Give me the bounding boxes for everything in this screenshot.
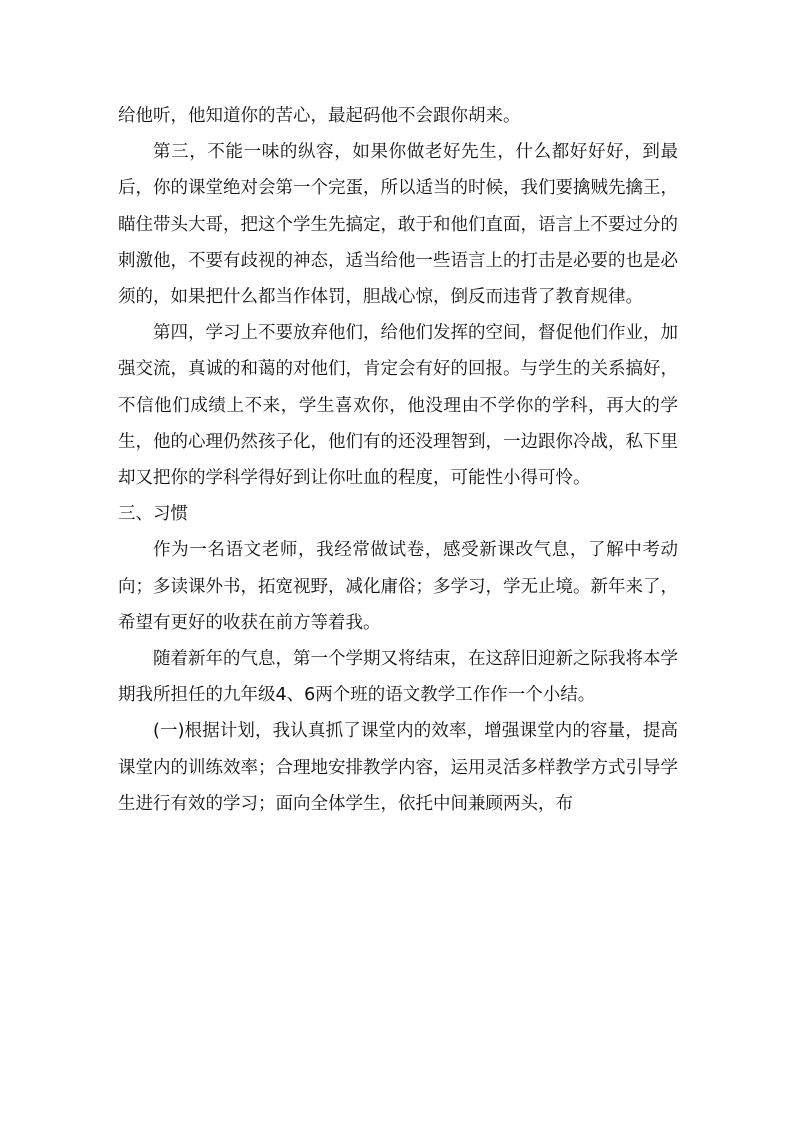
section-heading: 三、习惯: [118, 504, 188, 525]
paragraph-3: 第四，学习上不要放弃他们，给他们发挥的空间，督促他们作业，加强交流，真诚的和蔼的对他们，肯定会有好的回报。与学生的关系搞好，不信他们成绩上不来，学生喜欢你，他没理由不学你的学科，再大的学生，他的心理仍然孩子化，他们有的还没理智到，一边跟你冷战，私下里却又把你的学科学得好到让你吐血的程度，可能性小得可怜。: [118, 323, 678, 489]
document-body: [118, 98, 678, 822]
paragraph-4: 作为一名语文老师，我经常做试卷，感受新课改气息，了解中考动向；多读课外书，拓宽视野，减化庸俗；多学习，学无止境。新年来了，希望有更好的收获在前方等着我。: [118, 540, 678, 633]
paragraph-1: 给他听，他知道你的苦心，最起码他不会跟你胡来。: [118, 106, 521, 126]
paragraph-6: (一)根据计划，我认真抓了课堂内的效率，增强课堂内的容量，提高课堂内的训练效率；合理地安排教学内容，运用灵活多样教学方式引导学生进行有效的学习；面向全体学生，依托中间兼顾两头，布: [118, 721, 678, 814]
paragraph-5: 随着新年的气息，第一个学期又将结束，在这辞旧迎新之际我将本学期我所担任的九年级4、6两个班的语文教学工作作一个小结。: [118, 649, 678, 706]
paragraph-2: 第三，不能一味的纵容，如果你做老好先生，什么都好好好，到最后，你的课堂绝对会第一个完蛋，所以适当的时候，我们要擒贼先擒王，瞄住带头大哥，把这个学生先搞定，敢于和他们直面，语言上不要过分的刺激他，不要有歧视的神态，适当给他一些语言上的打击是必要的也是必须的，如果把什么都当作体罚，胆战心惊，倒反而违背了教育规律。: [118, 142, 678, 308]
